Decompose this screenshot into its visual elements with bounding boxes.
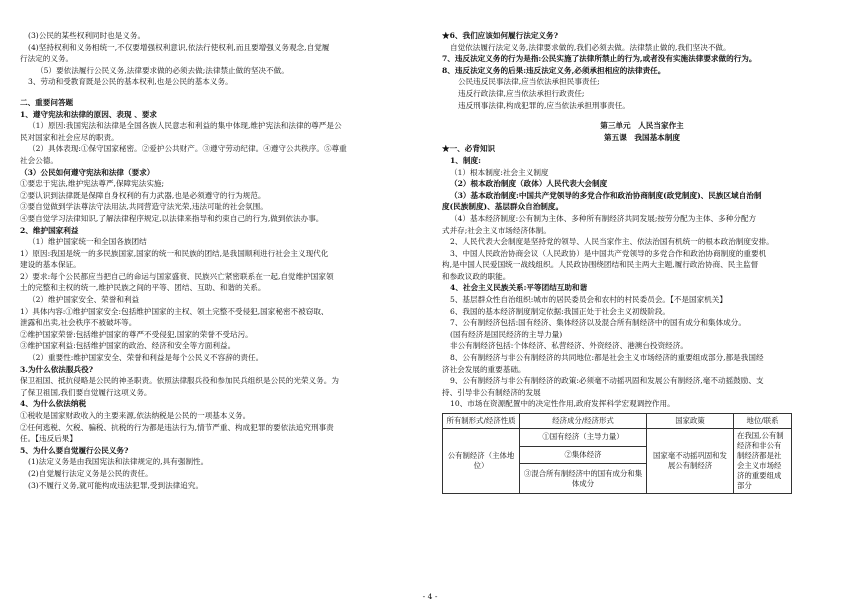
text-line: 公民违反民事法律,应当依法承担民事责任;: [458, 77, 600, 87]
text-line: 1、制度:: [450, 155, 481, 165]
text-line: ③要自觉做到学法尊法守法用法,共同营造守法光荣,违法可耻的社会氛围。: [20, 202, 268, 212]
table-cell: 国家毫不动摇巩固和发展公有制经济: [647, 429, 734, 494]
table-header: 国家政策: [647, 414, 734, 429]
section-heading: 二、重要问答题: [20, 97, 74, 107]
left-column: [20, 30, 420, 491]
text-line: ②任何逃税、欠税、骗税、抗税的行为都是违法行为,情节严重、构成犯罪的要依法追究刑事责: [20, 422, 334, 432]
text-line: 泄露和出卖,社会秩序不被破坏等。: [20, 318, 137, 328]
text-line: （2）重要性:维护国家安全、荣誉和利益是每个公民义不容辞的责任。: [28, 353, 264, 363]
right-column: [442, 30, 842, 494]
text-line: 度(民族制度)、基层群众自治制度。: [442, 202, 564, 212]
text-line: 土的完整和主权的统一,维护民族之间的平等、团结、互助、和谐的关系。: [20, 283, 266, 293]
text-line: 违反行政法律,应当依法承担行政责任;: [458, 88, 585, 98]
text-line: （5）要依法履行公民义务,法律要求做的必须去做;法律禁止做的坚决不做。: [36, 65, 289, 75]
text-line: 10、市场在资源配置中的决定性作用,政府发挥科学宏观调控作用。: [450, 399, 675, 409]
ownership-table: [442, 413, 792, 494]
text-line: (3)公民的某些权利同时也是义务。: [28, 31, 146, 40]
text-line: （1）维护国家统一和全国各族团结: [28, 237, 147, 247]
text-line: 了保卫祖国,我们要自觉履行这项义务。: [20, 387, 152, 397]
text-line: 1）具体内容:①维护国家安全:包括维护国家的主权、领土完整不受侵犯,国家秘密不被窃取、: [20, 306, 329, 316]
text-line: 建设的基本保证。: [20, 260, 81, 270]
table-cell: 在我国,公有制经济和非公有制经济都是社会主义市场经济的重要组成部分: [734, 429, 792, 494]
text-line: 济社会发展的重要基础。: [442, 364, 526, 374]
unit-title: 第三单元 人民当家作主: [600, 121, 684, 131]
text-line: ④要自觉学习法律知识,了解法律程序规定,以法律来指导和约束自己的行为,做到依法办事。: [20, 213, 324, 223]
text-line: 违反刑事法律,构成犯罪的,应当依法承担刑事责任。: [458, 100, 630, 110]
text-line: （2）根本政治制度（政体）人民代表大会制度: [450, 179, 608, 189]
text-line: (4)坚持权利和义务相统一,不仅要增强权利意识,依法行使权利,而且要增强义务观念,自觉履: [28, 42, 330, 52]
text-line: 构,是中国人民爱国统一战线组织。人民政协围绕团结和民主两大主题,履行政治协商、民主监督: [442, 260, 759, 270]
text-line: (3)不履行义务,就可能构成违法犯罪,受到法律追究。: [28, 480, 204, 490]
sub-heading: （3）公民如何遵守宪法和法律（要求）: [20, 167, 155, 177]
table-row: [443, 429, 792, 447]
text-line: （1）根本制度:社会主义制度: [450, 167, 549, 177]
text-line: 2）要求:每个公民都应当把自己的命运与国家盛衰、民族兴亡紧密联系在一起,自觉维护国家领: [20, 271, 334, 281]
spacer: [20, 88, 420, 97]
text-line: 1）原因:我国是统一的多民族国家,国家的统一和民族的团结,是我国顺利进行社会主义现代化: [20, 248, 329, 258]
table-header: 所有制形式/经济性质: [443, 414, 520, 429]
text-line: 行法定的义务。: [20, 54, 74, 64]
table-cell: 公有制经济（主体地位）: [443, 429, 520, 494]
text-line: (国有经济是国民经济的主导力量): [450, 329, 563, 339]
text-line: 2、人民代表大会制度是坚持党的领导、人民当家作主、依法治国有机统一的根本政治制度安排。: [450, 237, 774, 247]
table-header: 地位/联系: [734, 414, 792, 429]
text-line: 7、违反法定义务的行为是指:公民实施了法律所禁止的行为,或者没有实施法律要求做的行为。: [442, 54, 757, 64]
text-line: (1)法定义务是由我国宪法和法律规定的,具有强制性。: [28, 457, 209, 467]
question-heading: 2、维护国家利益: [20, 225, 79, 235]
question-heading: ★6、我们应该如何履行法定义务?: [442, 31, 559, 40]
page-number: - 4 -: [422, 592, 438, 601]
text-line: 9、公有制经济与非公有制经济的政策:必须毫不动摇巩固和发展公有制经济,毫不动摇鼓励、支: [450, 376, 764, 386]
text-line: 保卫祖国、抵抗侵略是公民的神圣职责。依照法律服兵役和参加民兵组织是公民的光荣义务。为: [20, 376, 339, 386]
table-cell: ③混合所有制经济中的国有成分和集体成分: [520, 464, 647, 494]
question-heading: 5、为什么要自觉履行公民义务?: [20, 445, 129, 455]
question-heading: 4、为什么依法纳税: [20, 399, 87, 409]
text-line: ①要忠于宪法,维护宪法尊严,保障宪法实施;: [20, 179, 165, 189]
text-line: 和参政议政的职能。: [442, 271, 511, 281]
section-heading: ★一、必背知识: [442, 144, 496, 154]
text-line: 5、基层群众性自治组织:城市的居民委员会和农村的村民委员会。【不是国家机关】: [450, 295, 727, 305]
text-line: ②要认识到法律既是保障自身权利的有力武器,也是必须遵守的行为规范。: [20, 190, 266, 200]
text-line: 持、引导非公有制经济的发展: [442, 387, 541, 397]
text-line: 民对国家和社会应尽的职责。: [20, 132, 119, 142]
text-line: 8、公有制经济与非公有制经济的共同地位:都是社会主义市场经济的重要组成部分,都是我国经: [450, 353, 764, 363]
text-line: 自觉依法履行法定义务,法律要求做的,我们必须去做。法律禁止做的,我们坚决不做。: [450, 42, 731, 52]
table-cell: ②集体经济: [520, 446, 647, 464]
text-line: （2）维护国家安全、荣誉和利益: [28, 295, 140, 305]
text-line: （4）基本经济制度:公有制为主体、多种所有制经济共同发展;按劳分配为主体、多种分配方: [450, 213, 757, 223]
text-line: ②维护国家荣誉:包括维护国家的尊严不受侵犯,国家的荣誉不受玷污。: [20, 329, 253, 339]
text-line: 非公有制经济包括:个体经济、私营经济、外资经济、港澳台投资经济。: [450, 341, 688, 351]
text-line: ③维护国家利益:包括维护国家的政治、经济和安全等方面利益。: [20, 341, 236, 351]
table-header: 经济成分/经济形式: [520, 414, 647, 429]
text-line: 6、我国的基本经济制度制定依据:我国正处于社会主义初级阶段。: [450, 306, 671, 316]
table-header-row: [443, 414, 792, 429]
text-line: 式并存;社会主义市场经济体制。: [442, 225, 551, 235]
text-line: （2）具体表现:①保守国家秘密。②爱护公共财产。③遵守劳动纪律。④遵守公共秩序。⑤尊重: [28, 144, 347, 154]
text-line: ①税收是国家财政收入的主要来源,依法纳税是公民的一项基本义务。: [20, 411, 251, 420]
question-heading: 1、遵守宪法和法律的原因、表现 、要求: [20, 109, 158, 119]
text-line: (2)自觉履行法定义务是公民的责任。: [28, 468, 153, 478]
text-line: 7、公有制经济包括:国有经济、集体经济以及混合所有制经济中的国有成分和集体成分。: [450, 318, 746, 328]
text-line: 3、劳动和受教育既是公民的基本权利,也是公民的基本义务。: [28, 77, 233, 87]
question-heading: 3.为什么依法服兵役?: [20, 364, 94, 374]
text-line: （3）基本政治制度:中国共产党领导的多党合作和政治协商制度(政党制度)、民族区域自治制: [450, 190, 762, 200]
text-line: 4、社会主义民族关系:平等团结互助和谐: [450, 283, 588, 293]
text-line: 3、中国人民政治协商会议（人民政协）是中国共产党领导的多党合作和政治协商制度的重要机: [450, 248, 767, 258]
text-line: 社会公德。: [20, 155, 58, 165]
text-line: 8、违反法定义务的后果:违反法定义务,必须承担相应的法律责任。: [442, 65, 666, 75]
lesson-title: 第五课 我国基本制度: [604, 132, 680, 142]
spacer: [442, 111, 842, 120]
text-line: （1）原因:我国宪法和法律是全国各族人民意志和利益的集中体现,维护宪法和法律的尊严是公: [28, 121, 342, 131]
table-cell: ①国有经济（主导力量）: [520, 429, 647, 447]
text-line: 任。【违反后果】: [20, 434, 77, 444]
